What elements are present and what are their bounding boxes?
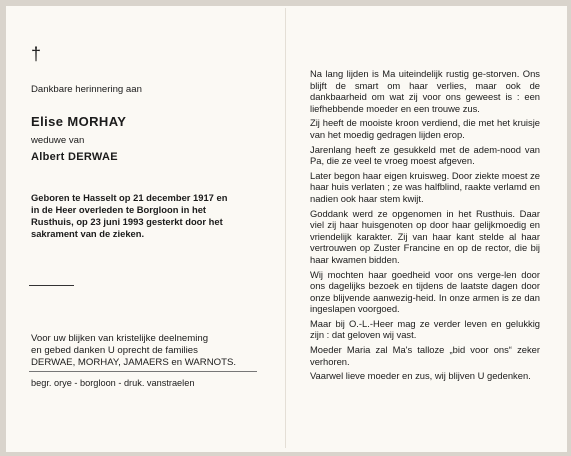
eulogy-paragraph: Moeder Maria zal Ma's talloze „bid voor ons“ zeker verhoren. bbox=[310, 344, 540, 367]
intro-text: Dankbare herinnering aan bbox=[31, 84, 142, 95]
thanks-line-1: Voor uw blijken van kristelijke deelneming bbox=[31, 333, 209, 344]
eulogy-paragraph: Maar bij O.-L.-Heer mag ze verder leven en gelukkig zijn : dat geloven wij vast. bbox=[310, 317, 540, 341]
deceased-first-name: Elise bbox=[31, 114, 64, 129]
thanks-line-3: DERWAE, MORHAY, JAMAERS en WARNOTS. bbox=[31, 357, 237, 368]
widow-of-text: weduwe van bbox=[31, 135, 85, 146]
eulogy-paragraph: Wij mochten haar goedheid voor ons verge-len door ons dagelijks bezoek en tijdens de laatste dagen door onze blijvende aanwezig-heid. In onze armen is ze dan ingeslapen voorgoed. bbox=[310, 268, 540, 315]
eulogy-paragraph: Na lang lijden is Ma uiteindelijk rustig ge-storven. Ons blijft de smart om haar verlies, maar ook de dankbaarheid om wat zij voor ons geweest is : een liefhebbende moeder en een trouwe zus. bbox=[310, 68, 540, 114]
eulogy-paragraph: Vaarwel lieve moeder en zus, wij blijven U gedenken. bbox=[310, 370, 531, 382]
separator-dash bbox=[29, 285, 74, 286]
husband-name bbox=[31, 151, 118, 163]
card-fold bbox=[285, 8, 286, 448]
eulogy-column bbox=[310, 68, 540, 385]
birth-line-3: Rusthuis, op 23 juni 1993 gesterkt door het bbox=[31, 216, 223, 227]
eulogy-paragraph: Jarenlang heeft ze gesukkeld met de adem-nood van Pa, die ze veel te vroeg moest afgeven. bbox=[310, 143, 540, 167]
eulogy-paragraph: Later begon haar eigen kruisweg. Door ziekte moest ze haar huis verlaten ; ze was halfblind, raakte verlamd en nadien ook haar stem kwijt. bbox=[310, 169, 540, 204]
thanks-line-2: en gebed danken U oprecht de families bbox=[31, 345, 198, 356]
husband-last-name: DERWAE bbox=[67, 151, 118, 163]
birth-line-4: sakrament van de zieken. bbox=[31, 228, 145, 239]
deceased-last-name: MORHAY bbox=[67, 114, 127, 129]
eulogy-paragraph: Zij heeft de mooiste kroon verdiend, die met het kruisje van het moedig gedragen lijden erop. bbox=[310, 117, 540, 140]
husband-first-name: Albert bbox=[31, 151, 65, 163]
birth-line-1: Geboren te Hasselt op 21 december 1917 en bbox=[31, 192, 228, 203]
birth-line-2: in de Heer overleden te Borgloon in het bbox=[31, 204, 207, 215]
eulogy-paragraph: Goddank werd ze opgenomen in het Rusthuis. Daar viel zij haar huisgenoten op door haar gelijkmoedig en vriendelijk karakter. Zij van haar kant stelde al haar vertrouwen op Zuster Francine en op de rector, die bij haar kwamen bidden. bbox=[310, 207, 540, 265]
cross-icon: † bbox=[31, 44, 42, 64]
printer-footer: begr. orye - borgloon - druk. vanstraelen bbox=[31, 378, 195, 388]
footer-rule bbox=[29, 371, 257, 372]
deceased-name bbox=[31, 116, 126, 128]
